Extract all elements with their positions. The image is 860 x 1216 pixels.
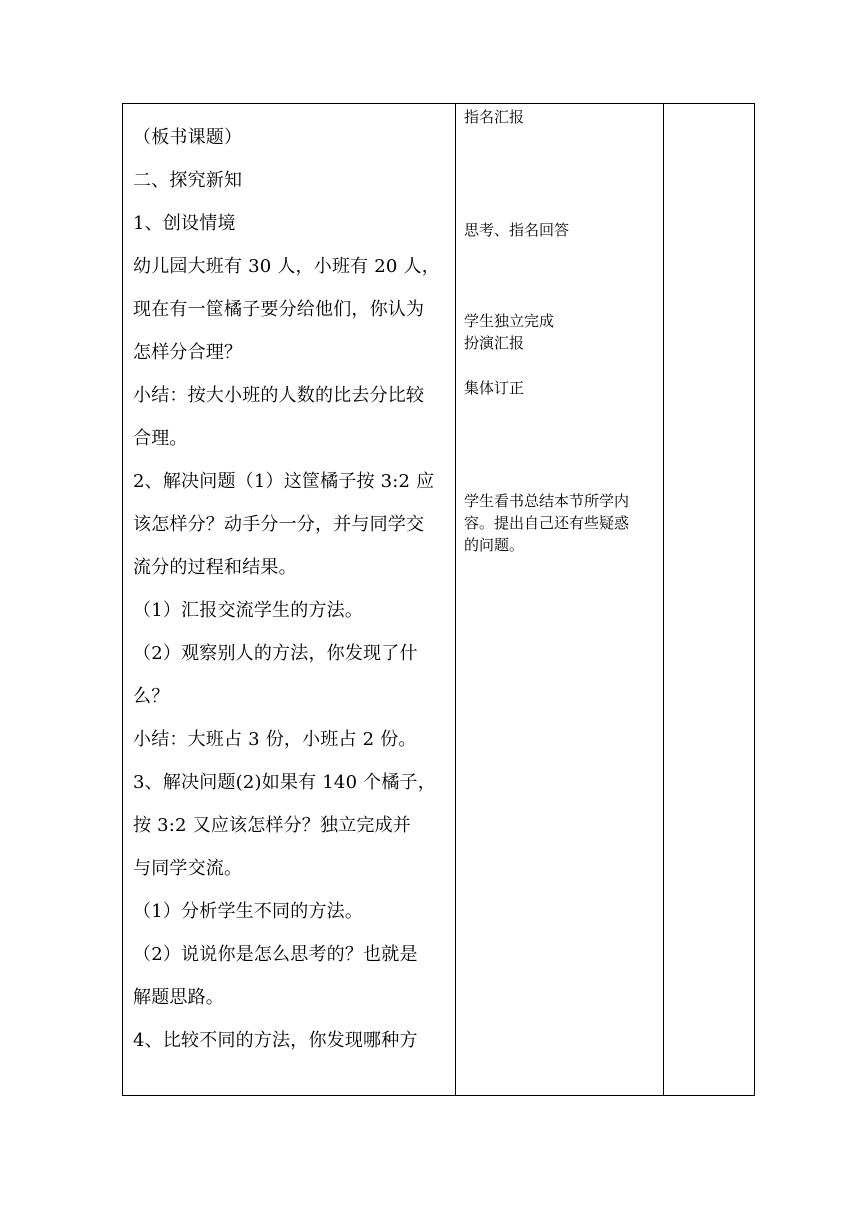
notes-column — [664, 104, 754, 1095]
main-line: 解题思路。 — [133, 987, 224, 1008]
main-line: 该怎样分？动手分一分，并与同学交 — [133, 514, 425, 535]
activity-line: 扮演汇报 — [464, 334, 525, 352]
main-line: 合理。 — [133, 428, 188, 449]
lesson-plan-table — [122, 103, 755, 1096]
main-line: 3、解决问题(2)如果有 140 个橘子， — [133, 772, 436, 793]
main-line: 流分的过程和结果。 — [133, 557, 297, 578]
main-line: 2、解决问题（1）这筐橘子按 3:2 应 — [133, 471, 435, 492]
main-line: 1、创设情境 — [133, 213, 236, 234]
main-line: 幼儿园大班有 30 人，小班有 20 人， — [133, 256, 440, 277]
main-line: 么？ — [133, 686, 170, 707]
main-line: 小结：按大小班的人数的比去分比较 — [133, 385, 425, 406]
main-line: 与同学交流。 — [133, 858, 243, 879]
activity-line: 学生看书总结本节所学内 — [464, 492, 630, 510]
main-line: 现在有一筐橘子要分给他们，你认为 — [133, 299, 425, 320]
activity-line: 集体订正 — [464, 379, 525, 397]
student-activity-column — [456, 104, 664, 1095]
main-line: （板书课题） — [133, 127, 243, 148]
activity-line: 思考、指名回答 — [464, 221, 570, 239]
activity-line: 学生独立完成 — [464, 312, 555, 330]
main-line: （1）分析学生不同的方法。 — [133, 901, 364, 922]
main-line: 怎样分合理？ — [133, 342, 243, 363]
main-line: 4、比较不同的方法，你发现哪种方 — [133, 1030, 418, 1051]
main-line: （1）汇报交流学生的方法。 — [133, 600, 364, 621]
activity-line: 容。提出自己还有些疑惑 — [464, 514, 630, 532]
activity-line: 的问题。 — [464, 536, 525, 554]
main-line: （2）说说你是怎么思考的？也就是 — [133, 944, 418, 965]
main-line: 二、探究新知 — [133, 170, 243, 191]
activity-line: 指名汇报 — [464, 108, 525, 126]
main-line: 小结：大班占 3 份，小班占 2 份。 — [133, 729, 417, 750]
main-line: 按 3:2 又应该怎样分？独立完成并 — [133, 815, 412, 836]
main-line: （2）观察别人的方法，你发现了什 — [133, 643, 418, 664]
teaching-process-column — [123, 104, 456, 1095]
